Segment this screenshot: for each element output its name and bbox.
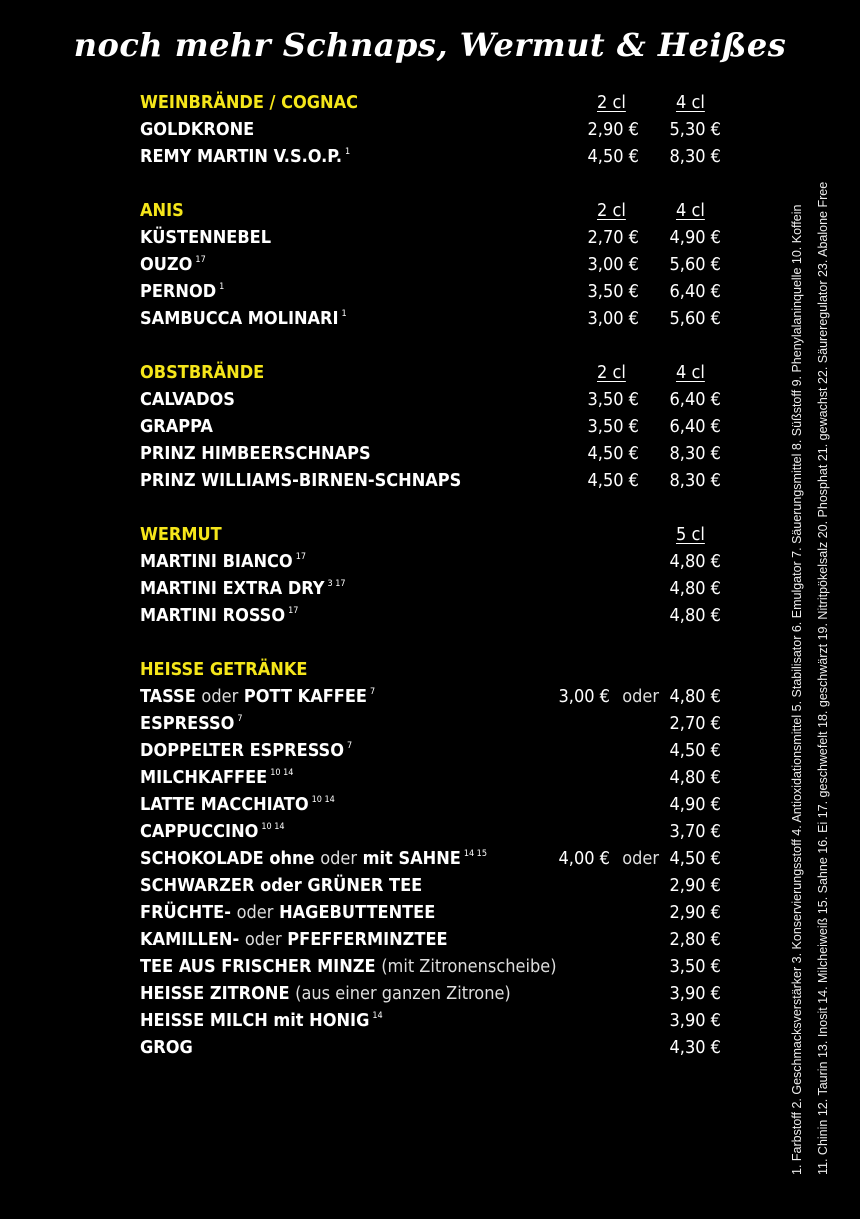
additive-note: 10 14 [311, 795, 335, 805]
unit-2cl: 2 cl [597, 200, 626, 221]
menu-item: CAPPUCCINO $^{10 14}$ 3,70 € [140, 818, 730, 845]
additive-note: 17 [295, 552, 306, 562]
menu-item: TASSE oder POTT KAFFEE $^7$ 3,00 € oder 4,80 € [140, 683, 730, 710]
price-2cl: 4,50 € [587, 146, 639, 167]
price-2cl: 4,50 € [587, 470, 639, 491]
price: 3,90 € [669, 1010, 721, 1031]
price-5cl: 4,80 € [669, 578, 721, 599]
unit-2cl: 2 cl [597, 362, 626, 383]
price: 2,90 € [669, 875, 721, 896]
additive-note: 1 [341, 309, 347, 319]
additive-note: 1 [219, 282, 225, 292]
section-heading-wermut: WERMUT 5 cl [140, 521, 730, 548]
additive-note: 7 [346, 741, 353, 751]
section-heading-heisse-getraenke: HEISSE GETRÄNKE [140, 659, 308, 680]
menu-item: MARTINI EXTRA DRY $^{3 17}$ 4,80 € [140, 575, 730, 602]
additive-note: 14 15 [463, 849, 487, 859]
price: 4,50 € [669, 740, 721, 761]
menu-item: GROG 4,30 € [140, 1034, 730, 1061]
spacer [140, 332, 730, 359]
price-2cl: 2,70 € [587, 227, 639, 248]
menu-item: PRINZ WILLIAMS-BIRNEN-SCHNAPS 4,50 € 8,30 € [140, 467, 730, 494]
unit-2cl: 2 cl [597, 92, 626, 113]
unit-4cl: 4 cl [676, 362, 705, 383]
unit-5cl: 5 cl [676, 524, 705, 545]
menu-item: TEE AUS FRISCHER MINZE (mit Zitronenscheibe) 3,50 € [140, 953, 730, 980]
price-4cl: 8,30 € [669, 470, 721, 491]
menu-item: CALVADOS 3,50 € 6,40 € [140, 386, 730, 413]
additive-note: 17 [195, 255, 206, 265]
menu-item: PRINZ HIMBEERSCHNAPS 4,50 € 8,30 € [140, 440, 730, 467]
price: 4,80 € [669, 767, 721, 788]
price-4cl: 6,40 € [669, 416, 721, 437]
menu-item: GRAPPA 3,50 € 6,40 € [140, 413, 730, 440]
price: 2,70 € [669, 713, 721, 734]
menu-item: MARTINI ROSSO $^{17}$ 4,80 € [140, 602, 730, 629]
price-4cl: 6,40 € [669, 389, 721, 410]
price-2cl: 3,50 € [587, 281, 639, 302]
price-4cl: 8,30 € [669, 146, 721, 167]
additive-note: 17 [288, 606, 299, 616]
menu-item: PERNOD $^1$ 3,50 € 6,40 € [140, 278, 730, 305]
price: 4,90 € [669, 794, 721, 815]
menu [140, 89, 730, 1061]
price-4cl: 6,40 € [669, 281, 721, 302]
menu-item: SCHWARZER oder GRÜNER TEE 2,90 € [140, 872, 730, 899]
additive-note: 7 [370, 687, 376, 697]
menu-item: LATTE MACCHIATO $^{10 14}$ 4,90 € [140, 791, 730, 818]
price-small: 3,00 € [558, 686, 610, 707]
menu-item: OUZO $^{17}$ 3,00 € 5,60 € [140, 251, 730, 278]
price-5cl: 4,80 € [669, 605, 721, 626]
price-4cl: 5,30 € [669, 119, 721, 140]
price: 3,50 € [669, 956, 721, 977]
price-4cl: 5,60 € [669, 254, 721, 275]
price: 3,90 € [669, 983, 721, 1004]
price-4cl: 4,90 € [669, 227, 721, 248]
allergen-line-2: 11. Chinin 12. Taurin 13. Inosit 14. Milcheiweiß 15. Sahne 16. Ei 17. geschwefelt 18. geschwärzt 19. Nitritpökelsalz 20. Phosphat 21. gewachst 22. Säureregulator 23. Abalone Free [816, 181, 830, 1175]
spacer [140, 494, 730, 521]
additive-note: 3 17 [327, 579, 346, 589]
menu-item: GOLDKRONE 2,90 € 5,30 € [140, 116, 730, 143]
additive-note: 14 [372, 1011, 383, 1021]
price: 4,80 € [669, 686, 721, 707]
menu-item: SAMBUCCA MOLINARI $^1$ 3,00 € 5,60 € [140, 305, 730, 332]
price-2cl: 3,50 € [587, 416, 639, 437]
spacer [140, 170, 730, 197]
price-4cl: 5,60 € [669, 308, 721, 329]
price: 4,50 € [669, 848, 721, 869]
additive-note: 7 [237, 714, 243, 724]
price-2cl: 3,00 € [587, 308, 639, 329]
menu-item: KAMILLEN- oder PFEFFERMINZTEE 2,80 € [140, 926, 730, 953]
menu-item: ESPRESSO $^7$ 2,70 € [140, 710, 730, 737]
price: 3,70 € [669, 821, 721, 842]
menu-item: REMY MARTIN V.S.O.P. $^1$ 4,50 € 8,30 € [140, 143, 730, 170]
menu-item: SCHOKOLADE ohne oder mit SAHNE $^{14 15}$ 4,00 € oder 4,50 € [140, 845, 730, 872]
menu-item: HEISSE ZITRONE (aus einer ganzen Zitrone) 3,90 € [140, 980, 730, 1007]
price-2cl: 4,50 € [587, 443, 639, 464]
section-heading-anis: ANIS 2 cl 4 cl [140, 197, 730, 224]
menu-item: MARTINI BIANCO $^{17}$ 4,80 € [140, 548, 730, 575]
menu-item: KÜSTENNEBEL 2,70 € 4,90 € [140, 224, 730, 251]
spacer [140, 629, 730, 656]
price-5cl: 4,80 € [669, 551, 721, 572]
menu-item: HEISSE MILCH mit HONIG $^{14}$ 3,90 € [140, 1007, 730, 1034]
page-title: noch mehr Schnaps, Wermut & Heißes [73, 26, 787, 64]
price: 2,90 € [669, 902, 721, 923]
unit-4cl: 4 cl [676, 92, 705, 113]
price-2cl: 3,00 € [587, 254, 639, 275]
price: 2,80 € [669, 929, 721, 950]
menu-item: MILCHKAFFEE $^{10 14}$ 4,80 € [140, 764, 730, 791]
additive-note: 10 14 [261, 822, 285, 832]
section-heading-weinbraende: WEINBRÄNDE / COGNAC 2 cl 4 cl [140, 89, 730, 116]
menu-item: FRÜCHTE- oder HAGEBUTTENTEE 2,90 € [140, 899, 730, 926]
price-small: 4,00 € [558, 848, 610, 869]
price: 4,30 € [669, 1037, 721, 1058]
section-heading-obstbraende: OBSTBRÄNDE 2 cl 4 cl [140, 359, 730, 386]
allergen-line-1: 1. Farbstoff 2. Geschmacksverstärker 3. Konservierungsstoff 4. Antioxidationsmittel 5. Stabilisator 6. Emulgator 7. Säuerungsmittel 8. Süßstoff 9. Phenylalaninquelle 10. Koffein [790, 204, 804, 1175]
unit-4cl: 4 cl [676, 200, 705, 221]
additive-note: 1 [345, 147, 351, 157]
allergen-legend [784, 55, 848, 1175]
menu-item: DOPPELTER ESPRESSO $^7$ 4,50 € [140, 737, 730, 764]
additive-note: 10 14 [270, 768, 294, 778]
price-2cl: 2,90 € [587, 119, 639, 140]
price-4cl: 8,30 € [669, 443, 721, 464]
price-2cl: 3,50 € [587, 389, 639, 410]
